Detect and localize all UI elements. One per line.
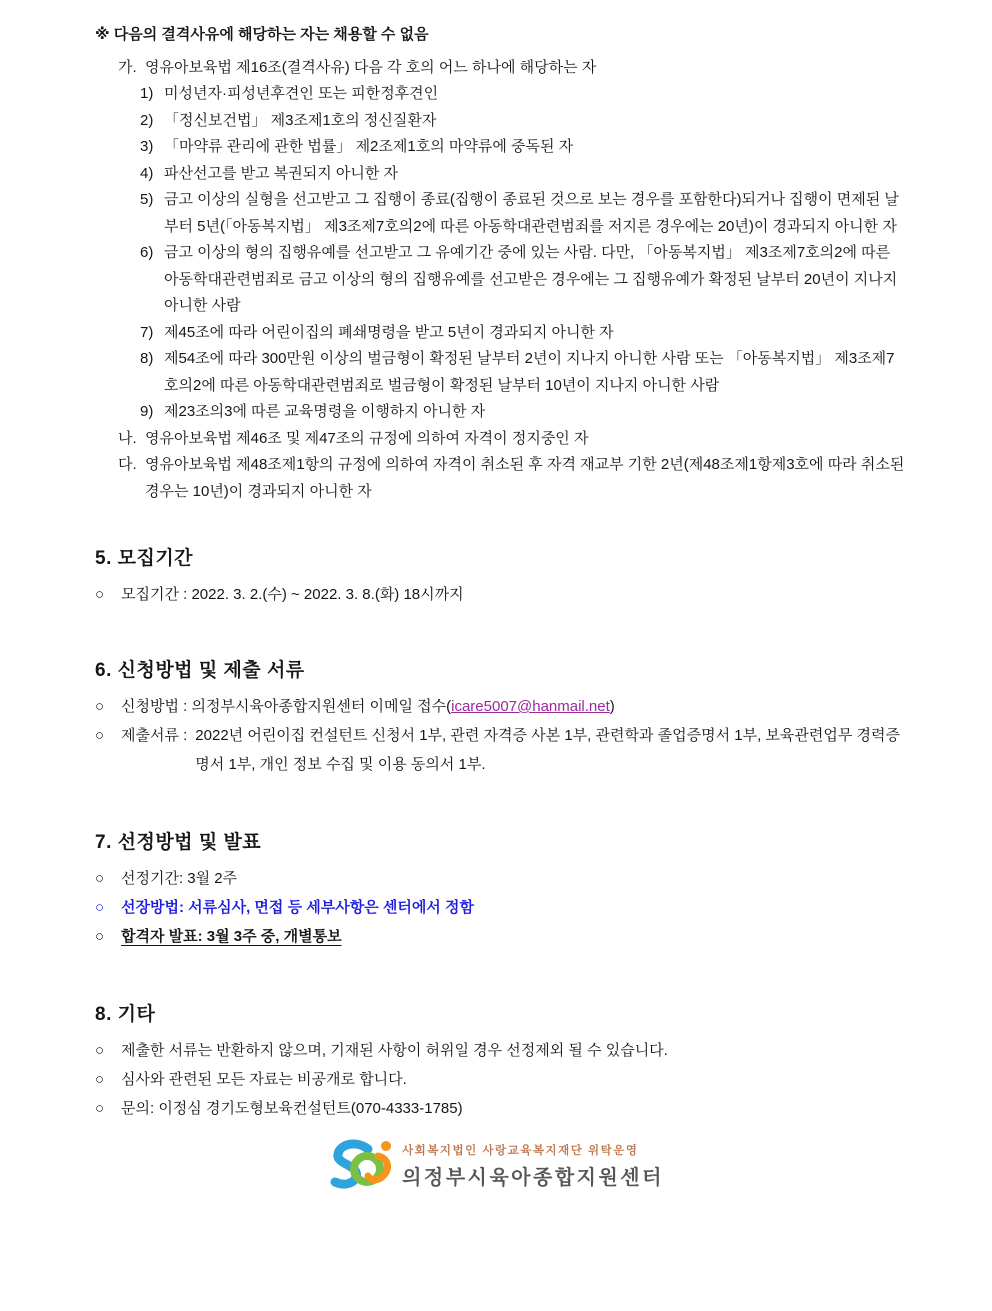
- circle-bullet: ○: [95, 727, 105, 744]
- law-item: [95, 134, 907, 161]
- item-marker: 9): [140, 403, 154, 420]
- contact-text: 문의: 이정심 경기도형보육컨설턴트(070-4333-1785): [121, 1100, 463, 1117]
- bullet-line: [95, 721, 907, 779]
- section-heading: 6. 신청방법 및 제출 서류: [95, 660, 305, 681]
- clause-ga: [95, 55, 907, 82]
- item-marker: 7): [140, 323, 154, 341]
- org-logo-icon: [328, 1136, 396, 1196]
- item-marker: 4): [140, 164, 154, 182]
- item-marker: 3): [140, 138, 154, 155]
- disqualification-note: ※ 다음의 결격사유에 해당하는 자는 채용할 수 없음: [95, 26, 429, 43]
- bullet-line: [95, 864, 907, 893]
- bullet-line: [95, 922, 907, 951]
- law-item: [95, 240, 907, 320]
- docs-label: 제출서류 :: [121, 727, 188, 744]
- etc-line1-text: 제출한 서류는 반환하지 않으며, 기재된 사항이 허위일 경우 선정제외 될 수 있습니다.: [121, 1042, 668, 1059]
- section-etc: [95, 999, 907, 1123]
- section-heading: 5. 모집기간: [95, 548, 194, 569]
- circle-bullet: ○: [95, 928, 105, 945]
- bullet-line: [95, 893, 907, 922]
- clause-marker: 나.: [118, 429, 137, 447]
- item-text: 「정신보건법」 제3조제1호의 정신질환자: [164, 111, 437, 129]
- item-text: 제45조에 따라 어린이집의 폐쇄명령을 받고 5년이 경과되지 아니한 자: [164, 323, 614, 341]
- org-logo-text: [402, 1142, 664, 1190]
- bullet-line: [95, 1065, 907, 1094]
- item-text: 제23조의3에 따른 교육명령을 이행하지 아니한 자: [164, 403, 486, 420]
- bullet-line: [95, 1094, 907, 1123]
- law-item: [95, 81, 907, 108]
- docs-text: 2022년 어린이집 컨설턴트 신청서 1부, 관련 자격증 사본 1부, 관련학과 졸업증명서 1부, 보육관련업무 경력증명서 1부, 개인 정보 수집 및 이용 동의서 1부.: [195, 727, 900, 773]
- item-marker: 5): [140, 191, 154, 208]
- clause-da: [95, 452, 907, 505]
- apply-prefix: 신청방법 : 의정부시육아종합지원센터 이메일 접수(: [121, 698, 452, 715]
- circle-bullet: ○: [95, 1071, 105, 1088]
- org-name: 의정부시육아종합지원센터: [402, 1167, 664, 1189]
- etc-line2-text: 심사와 관련된 모든 자료는 비공개로 합니다.: [121, 1071, 407, 1088]
- selection-period-text: 선정기간: 3월 2주: [121, 870, 238, 887]
- item-text: 미성년자·피성년후견인 또는 피한정후견인: [164, 85, 439, 102]
- law-item: [95, 346, 907, 399]
- org-logo: [0, 1136, 992, 1196]
- circle-bullet: ○: [95, 1100, 105, 1117]
- item-marker: 1): [140, 85, 154, 102]
- clause-text: 영유아보육법 제48조제1항의 규정에 의하여 자격이 취소된 후 자격 재교부 기한 2년(제48조제1항제3호에 따라 취소된 경우는 10년)이 경과되지 아니한 자: [145, 456, 905, 500]
- clause-na: [95, 426, 907, 453]
- application-method-text: [121, 692, 907, 721]
- item-marker: 8): [140, 350, 154, 367]
- law-item: [95, 399, 907, 426]
- section-heading: 7. 선정방법 및 발표: [95, 832, 262, 853]
- law-item: [95, 108, 907, 135]
- bullet-line: [95, 1036, 907, 1065]
- item-text: 금고 이상의 실형을 선고받고 그 집행이 종료(집행이 종료된 것으로 보는 경우를 포함한다)되거나 집행이 면제된 날부터 5년(「아동복지법」 제3조제7호의2에 따른 아동학대관련범죄를 저지른 경우에는 20년)이 경과되지 아니한 자: [164, 191, 899, 235]
- section-application: [95, 655, 907, 779]
- item-text: 파산선고를 받고 복권되지 아니한 자: [164, 164, 399, 182]
- bullet-line: [95, 692, 907, 721]
- law-item: [95, 320, 907, 347]
- selection-method-text: 선장방법: 서류심사, 면접 등 세부사항은 센터에서 정함: [121, 899, 474, 916]
- item-text: 제54조에 따라 300만원 이상의 벌금형이 확정된 날부터 2년이 지나지 아니한 사람 또는 「아동복지법」 제3조제7호의2에 따른 아동학대관련범죄로 벌금형이 확정된 날부터 10년이 지나지 아니한 사람: [164, 350, 895, 394]
- apply-suffix: ): [609, 698, 615, 715]
- email-link[interactable]: icare5007@hanmail.net: [451, 698, 610, 715]
- circle-bullet: ○: [95, 698, 105, 715]
- circle-bullet: ○: [95, 1042, 105, 1059]
- section-heading: 8. 기타: [95, 1004, 156, 1025]
- item-text: 금고 이상의 형의 집행유예를 선고받고 그 유예기간 중에 있는 사람. 다만, 「아동복지법」 제3조제7호의2에 따른 아동학대관련범죄로 금고 이상의 형의 집행유예를 선고받은 경우에는 그 집행유예가 확정된 날부터 20년이 지나지 아니한 사람: [164, 244, 898, 314]
- recruitment-period-text: 모집기간 : 2022. 3. 2.(수) ~ 2022. 3. 8.(화) 18시까지: [121, 586, 464, 603]
- clause-text: 영유아보육법 제46조 및 제47조의 규정에 의하여 자격이 정지중인 자: [145, 429, 589, 447]
- circle-bullet: ○: [95, 586, 105, 603]
- disqualification-list: [95, 22, 907, 505]
- item-marker: 2): [140, 111, 154, 129]
- item-marker: 6): [140, 244, 154, 261]
- org-tagline: 사회복지법인 사랑교육복지재단 위탁운영: [402, 1145, 639, 1157]
- circle-bullet: ○: [95, 899, 105, 916]
- clause-marker: 다.: [118, 456, 137, 473]
- clause-marker: 가.: [118, 58, 137, 76]
- document-content: [95, 22, 907, 1123]
- section-selection: [95, 827, 907, 951]
- clause-text: 영유아보육법 제16조(결격사유) 다음 각 호의 어느 하나에 해당하는 자: [145, 58, 597, 76]
- circle-bullet: ○: [95, 870, 105, 887]
- section-recruitment-period: [95, 543, 907, 609]
- law-item: [95, 161, 907, 188]
- law-item: [95, 187, 907, 240]
- bullet-line: [95, 580, 907, 609]
- announcement-text: 합격자 발표: 3월 3주 중, 개별통보: [121, 928, 342, 945]
- item-text: 「마약류 관리에 관한 법률」 제2조제1호의 마약류에 중독된 자: [164, 138, 574, 155]
